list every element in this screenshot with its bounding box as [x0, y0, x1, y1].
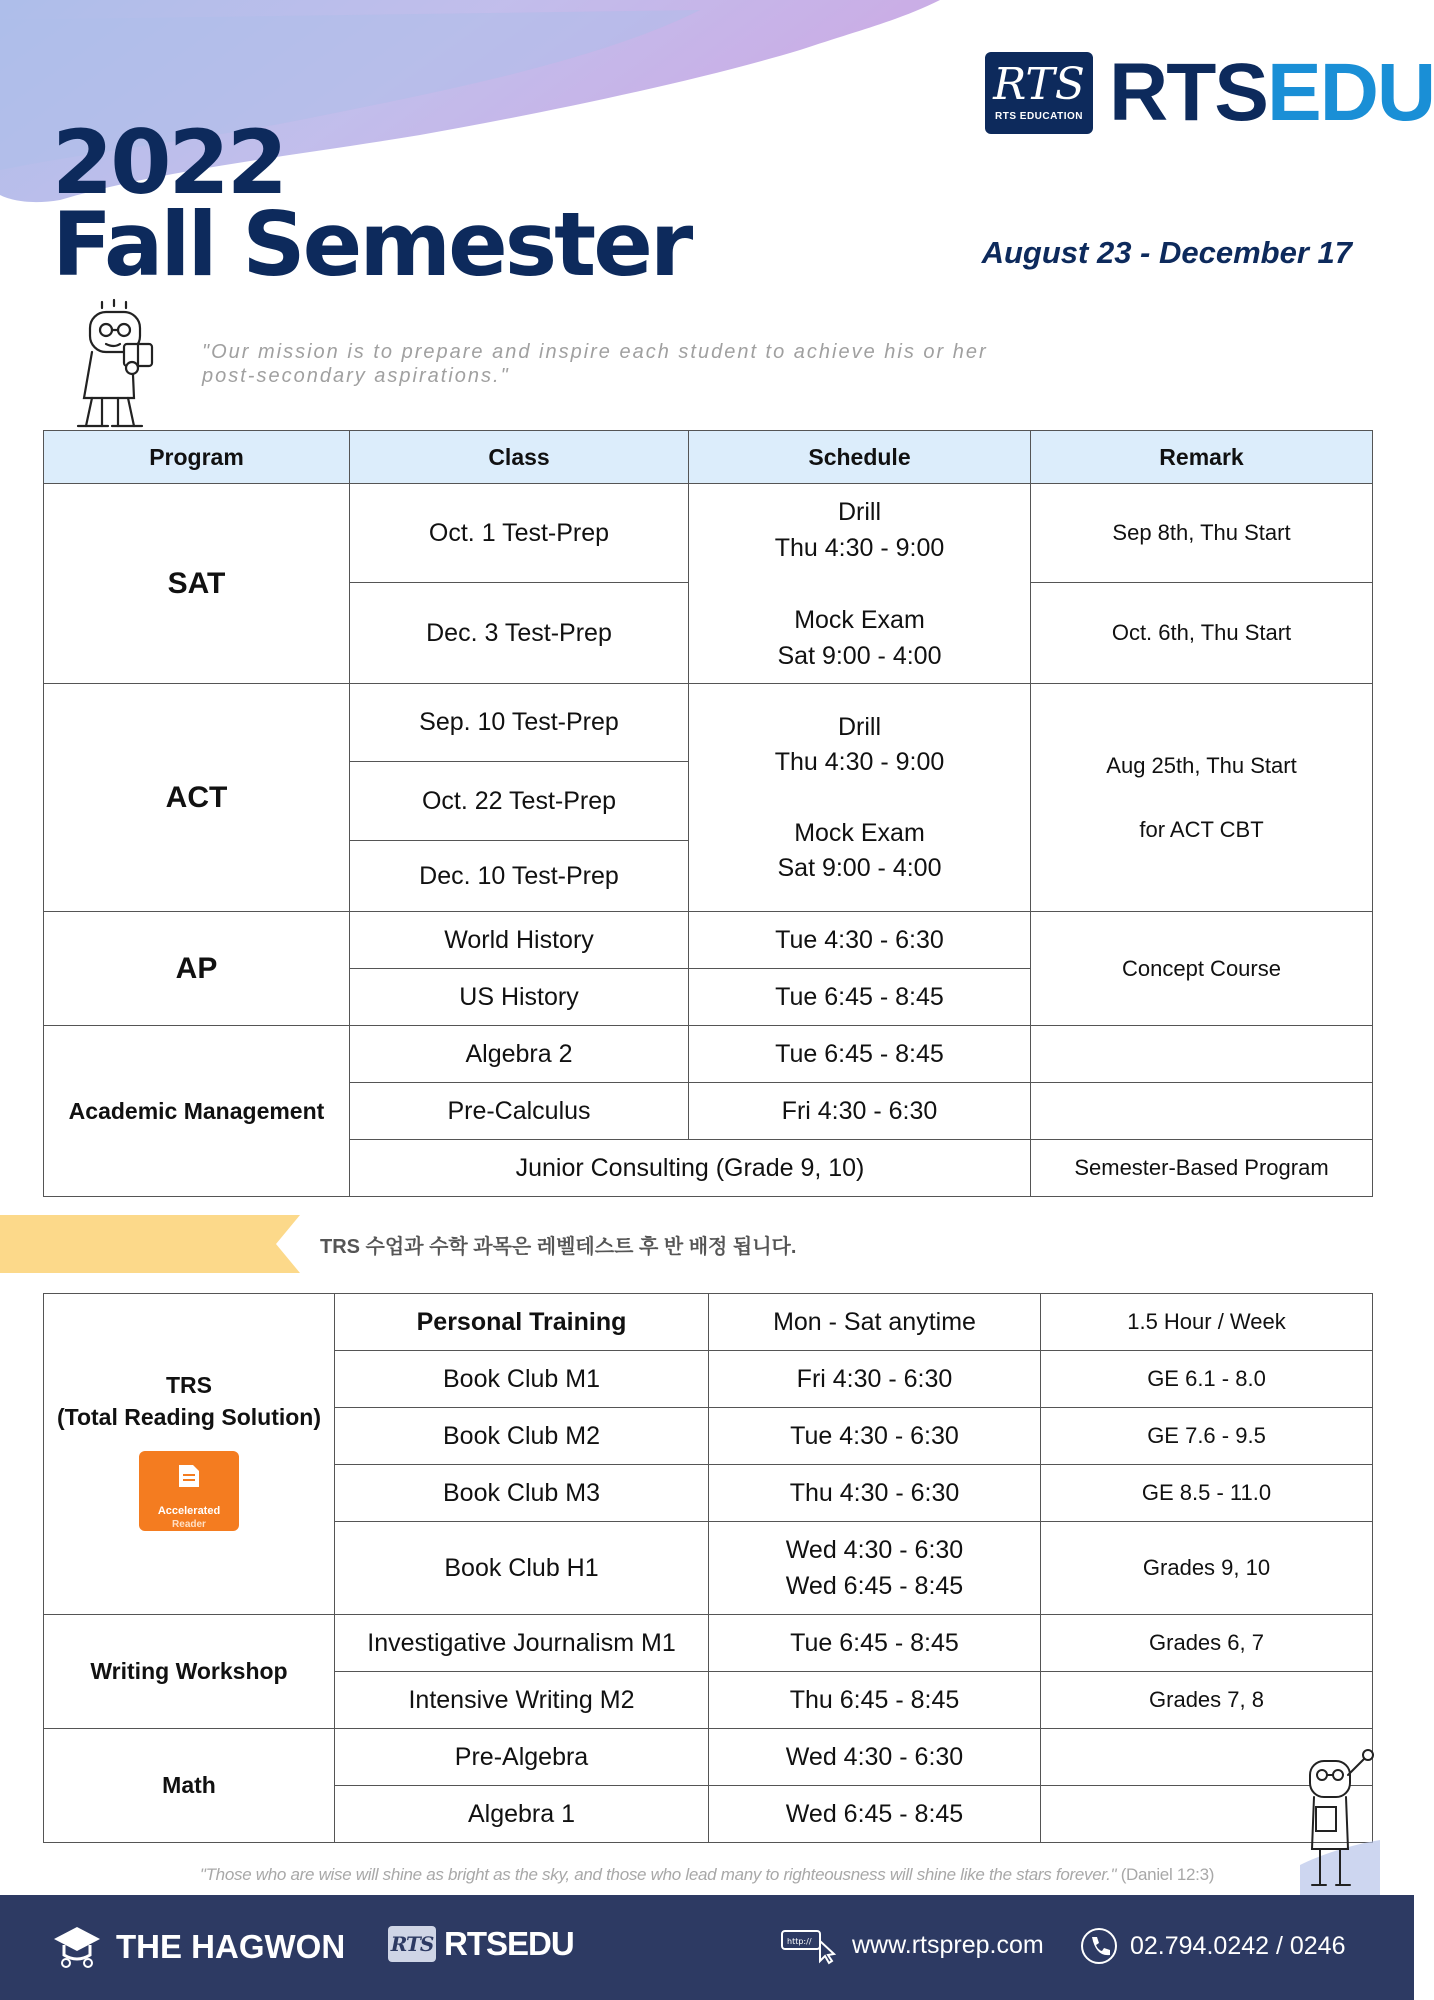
header-class: Class	[350, 431, 689, 484]
logo-wordmark: RTSEDU	[1109, 46, 1434, 138]
title-year: 2022	[52, 111, 285, 214]
remark-empty	[1031, 1083, 1373, 1140]
class-cell: Pre-Calculus	[350, 1083, 689, 1140]
graduation-cap-icon	[52, 1925, 102, 1969]
rtsedu-logo	[985, 46, 1434, 138]
program-sat: SAT	[44, 484, 350, 684]
class-cell: Oct. 22 Test-Prep	[350, 762, 689, 841]
header-schedule: Schedule	[689, 431, 1031, 484]
remark-empty	[1031, 1026, 1373, 1083]
remark-cell: 1.5 Hour / Week	[1041, 1294, 1373, 1351]
schedule-cell: Wed 4:30 - 6:30 Wed 6:45 - 8:45	[709, 1522, 1041, 1615]
schedule-cell: Mon - Sat anytime	[709, 1294, 1041, 1351]
schedule-cell: Thu 4:30 - 6:30	[709, 1465, 1041, 1522]
web-cursor-icon	[780, 1927, 840, 1963]
notice-banner-text: TRS 수업과 수학 과목은 레벨테스트 후 반 배정 됩니다.	[320, 1236, 797, 1258]
schedule-cell: Tue 6:45 - 8:45	[689, 969, 1031, 1026]
junior-consulting-cell: Junior Consulting (Grade 9, 10)	[350, 1140, 1031, 1197]
class-cell: Dec. 10 Test-Prep	[350, 841, 689, 912]
book-icon	[175, 1461, 203, 1491]
remark-cell: Grades 6, 7	[1041, 1615, 1373, 1672]
rtsedu-footer-brand: RTS RTSEDU	[388, 1925, 574, 1963]
schedule-cell: Tue 4:30 - 6:30	[689, 912, 1031, 969]
remark-cell: Semester-Based Program	[1031, 1140, 1373, 1197]
schedule-cell: Tue 6:45 - 8:45	[689, 1026, 1031, 1083]
program-math: Math	[44, 1729, 335, 1843]
remark-ap: Concept Course	[1031, 912, 1373, 1026]
class-cell: Pre-Algebra	[335, 1729, 709, 1786]
schedule-cell: Wed 4:30 - 6:30	[709, 1729, 1041, 1786]
rts-logo-icon: RTS RTS EDUCATION	[985, 52, 1093, 134]
class-cell: Book Club H1	[335, 1522, 709, 1615]
class-cell: Algebra 2	[350, 1026, 689, 1083]
header-program: Program	[44, 431, 350, 484]
program-writing-workshop: Writing Workshop	[44, 1615, 335, 1729]
reading-writing-math-table	[43, 1293, 1373, 1843]
class-cell: Oct. 1 Test-Prep	[350, 484, 689, 583]
svg-text:http://: http://	[787, 1937, 812, 1946]
program-ap: AP	[44, 912, 350, 1026]
class-cell: Personal Training	[335, 1294, 709, 1351]
class-cell: World History	[350, 912, 689, 969]
schedule-cell: Thu 6:45 - 8:45	[709, 1672, 1041, 1729]
website-link[interactable]: http:// www.rtsprep.com	[780, 1927, 1044, 1963]
remark-act: Aug 25th, Thu Start for ACT CBT	[1031, 684, 1373, 912]
class-cell: Book Club M2	[335, 1408, 709, 1465]
remark-cell: GE 8.5 - 11.0	[1041, 1465, 1373, 1522]
remark-cell: Oct. 6th, Thu Start	[1031, 583, 1373, 684]
schedule-cell: Wed 6:45 - 8:45	[709, 1786, 1041, 1843]
class-cell: Book Club M1	[335, 1351, 709, 1408]
mission-statement: "Our mission is to prepare and inspire each student to achieve his or her post-secondary aspirations."	[202, 341, 988, 387]
remark-cell: GE 7.6 - 9.5	[1041, 1408, 1373, 1465]
phone-number[interactable]: 02.794.0242 / 0246	[1080, 1927, 1345, 1965]
bible-quote: "Those who are wise will shine as bright as the sky, and those who lead many to righteousness will shine like the stars forever." (Daniel 12:3)	[199, 1865, 1215, 1884]
footer-bar	[0, 1895, 1414, 2000]
header-remark: Remark	[1031, 431, 1373, 484]
program-trs: TRS (Total Reading Solution) Accelerated Reader	[44, 1294, 335, 1615]
schedule-cell: Fri 4:30 - 6:30	[689, 1083, 1031, 1140]
class-cell: Intensive Writing M2	[335, 1672, 709, 1729]
schedule-cell: Tue 4:30 - 6:30	[709, 1408, 1041, 1465]
schedule-cell: Tue 6:45 - 8:45	[709, 1615, 1041, 1672]
schedule-cell: Fri 4:30 - 6:30	[709, 1351, 1041, 1408]
class-cell: Dec. 3 Test-Prep	[350, 583, 689, 684]
main-programs-table	[43, 430, 1373, 1197]
program-act: ACT	[44, 684, 350, 912]
class-cell: Investigative Journalism M1	[335, 1615, 709, 1672]
remark-cell: Grades 7, 8	[1041, 1672, 1373, 1729]
class-cell: Sep. 10 Test-Prep	[350, 684, 689, 762]
schedule-sat: Drill Thu 4:30 - 9:00 Mock Exam Sat 9:00 - 4:00	[689, 484, 1031, 684]
title-semester: Fall Semester	[52, 193, 691, 296]
remark-cell: GE 6.1 - 8.0	[1041, 1351, 1373, 1408]
remark-cell: Grades 9, 10	[1041, 1522, 1373, 1615]
rts-mark-icon: RTS	[388, 1926, 436, 1962]
phone-icon	[1080, 1927, 1118, 1965]
accelerated-reader-badge: Accelerated Reader	[139, 1451, 239, 1531]
notice-banner-ribbon	[0, 1215, 300, 1273]
reading-character-icon	[62, 298, 192, 430]
semester-dates: August 23 - December 17	[981, 235, 1352, 270]
the-hagwon-brand: THE HAGWON	[52, 1925, 345, 1969]
class-cell: Book Club M3	[335, 1465, 709, 1522]
program-academic-management: Academic Management	[44, 1026, 350, 1197]
class-cell: US History	[350, 969, 689, 1026]
schedule-act: Drill Thu 4:30 - 9:00 Mock Exam Sat 9:00 - 4:00	[689, 684, 1031, 912]
class-cell: Algebra 1	[335, 1786, 709, 1843]
remark-cell: Sep 8th, Thu Start	[1031, 484, 1373, 583]
